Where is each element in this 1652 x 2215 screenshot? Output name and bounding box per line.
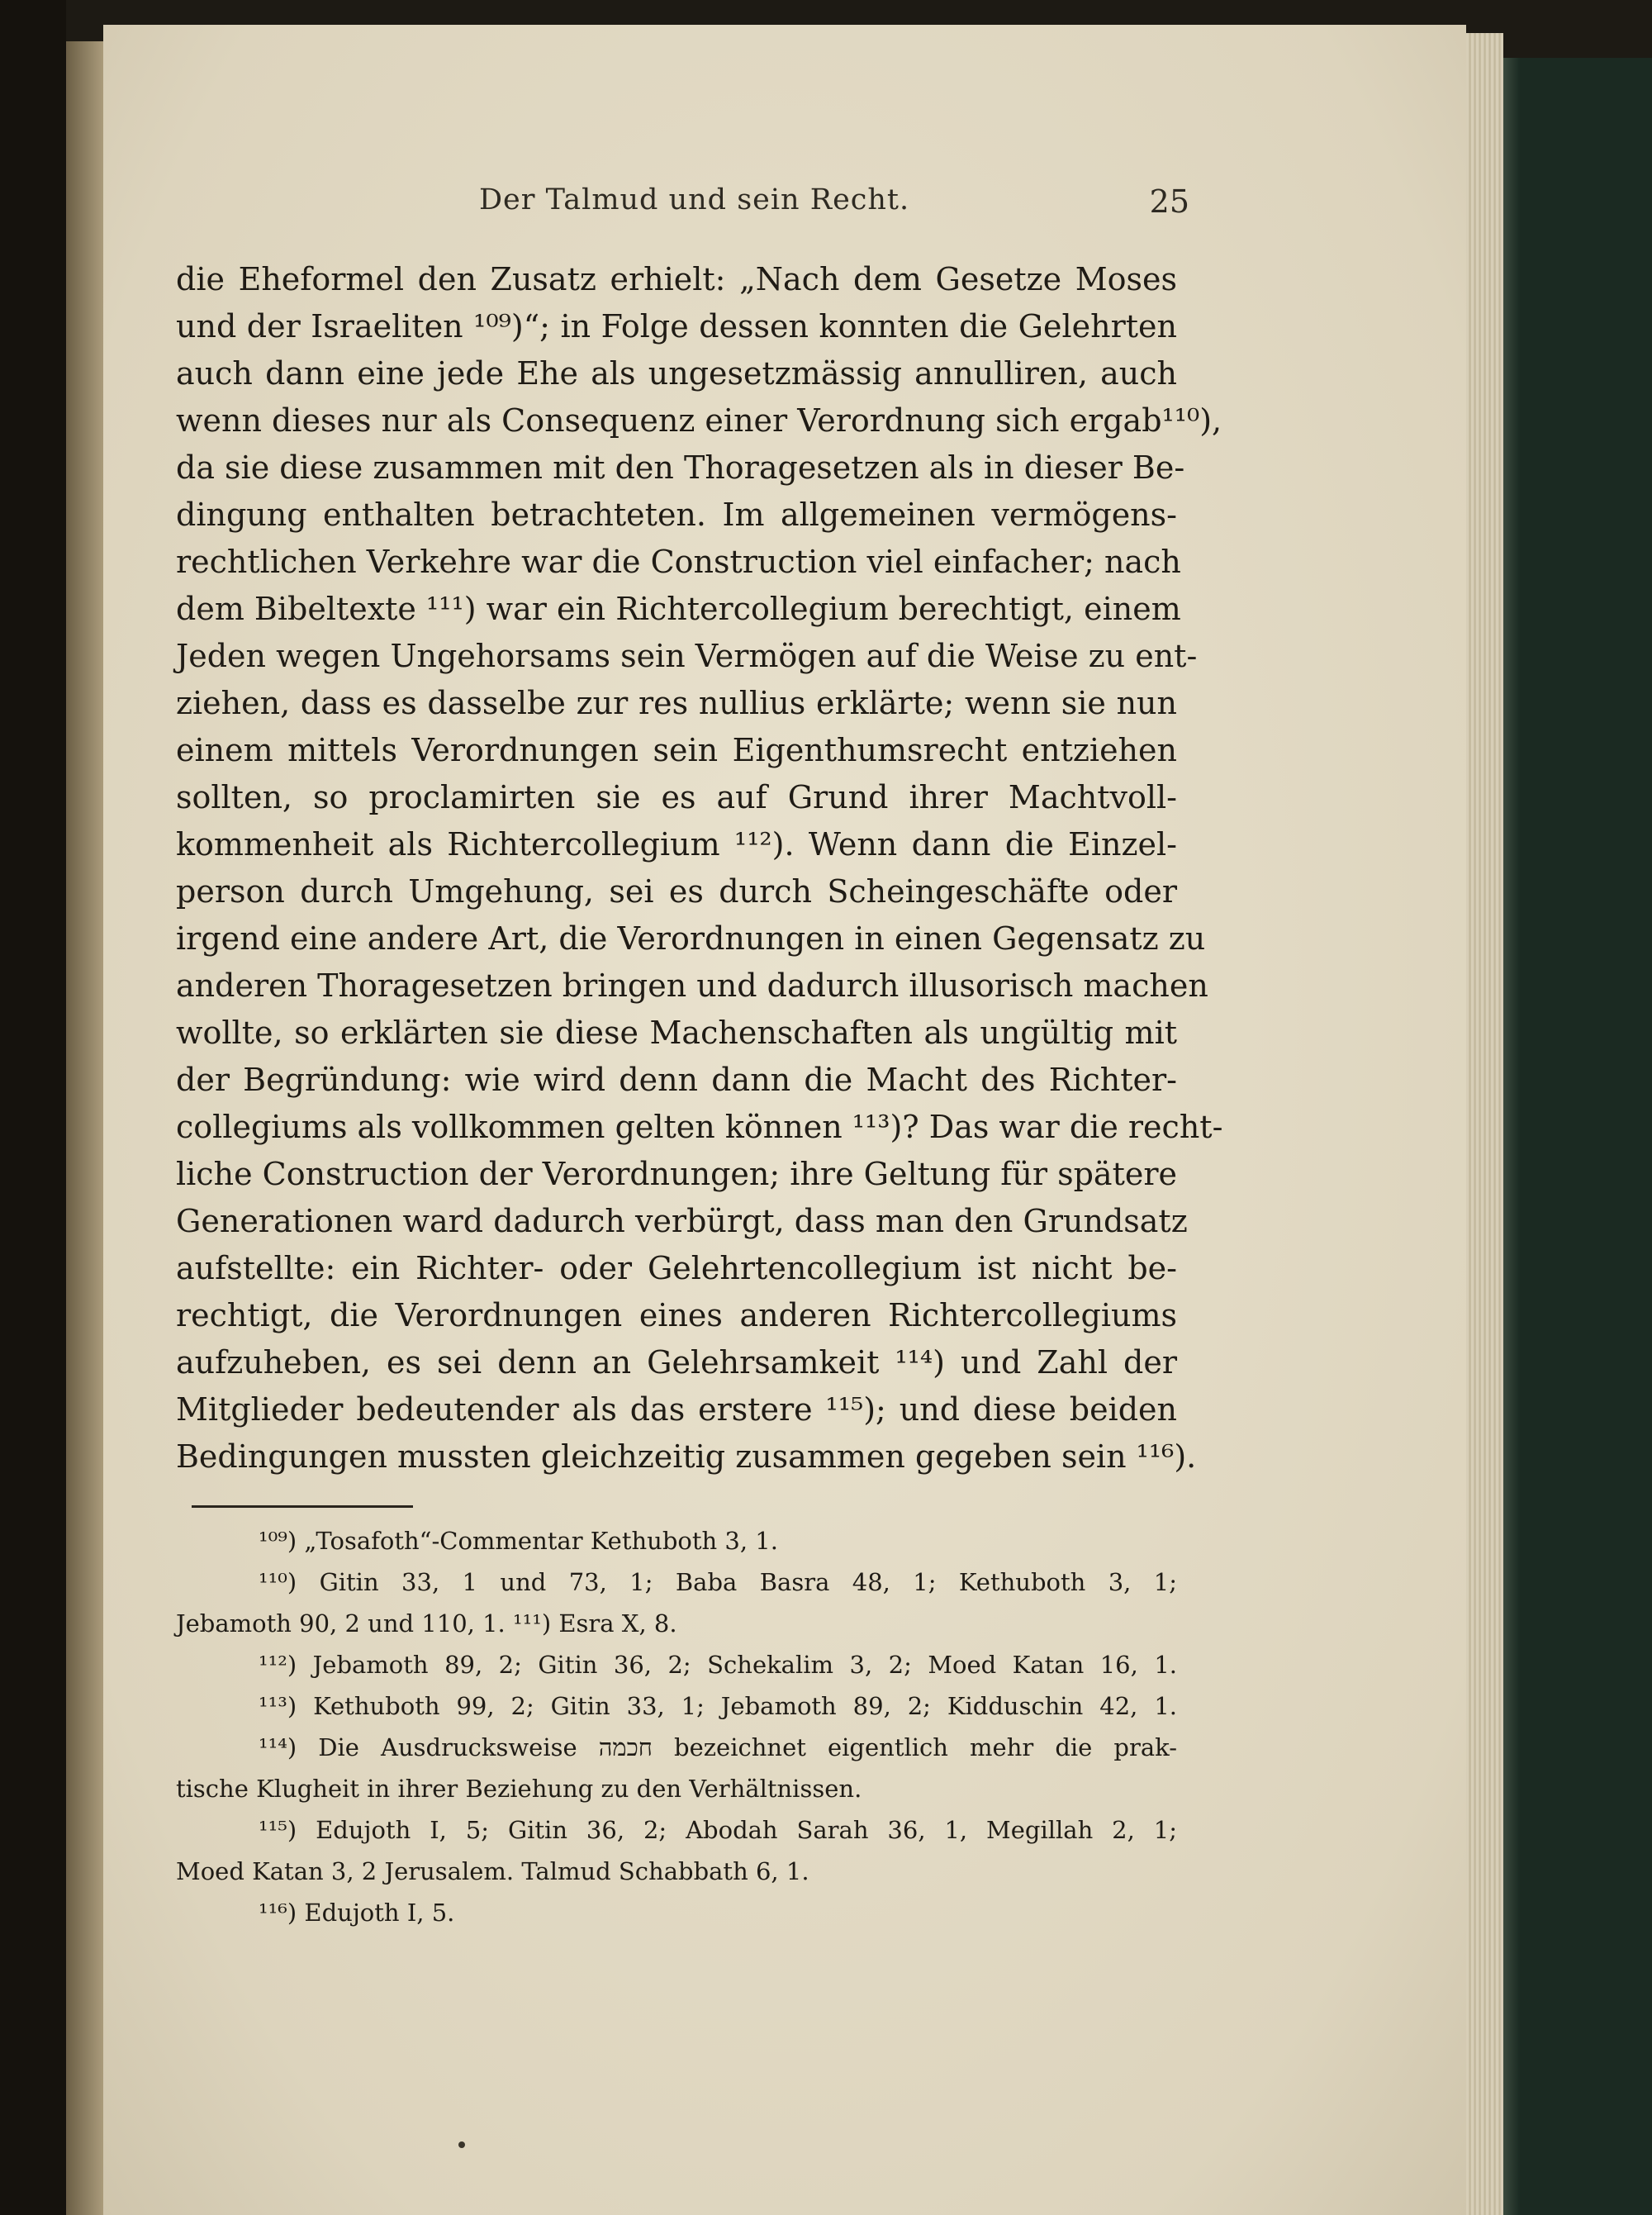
text-line: anderen Thoragesetzen bringen und dadurch illusorisch machen (176, 967, 1208, 1004)
main-text (176, 256, 1223, 1481)
footnotes (176, 1520, 1177, 1933)
footnote-line: ¹⁰⁹) „Tosafoth“-Commentar Kethuboth 3, 1. (259, 1527, 778, 1555)
running-title: Der Talmud und sein Recht. (479, 183, 910, 216)
footnote-line: ¹¹²) Jebamoth 89, 2; Gitin 36, 2; Schekalim 3, 2; Moed Katan 16, 1. (259, 1651, 1177, 1679)
text-line: sollten, so proclamirten sie es auf Grund ihrer Machtvoll- (176, 779, 1177, 815)
book-cover (1503, 58, 1652, 2215)
page-number: 25 (1149, 183, 1189, 220)
text-line: rechtlichen Verkehre war die Construction viel einfacher; nach (176, 544, 1181, 580)
text-line: rechtigt, die Verordnungen eines anderen Richtercollegiums (176, 1297, 1177, 1333)
text-line: da sie diese zusammen mit den Thoragesetzen als in dieser Be- (176, 449, 1185, 486)
text-line: dem Bibeltexte ¹¹¹) war ein Richtercollegium berechtigt, einem (176, 591, 1181, 627)
text-line: auch dann eine jede Ehe als ungesetzmässig annulliren, auch (176, 355, 1177, 392)
text-line: wollte, so erklärten sie diese Machenschaften als ungültig mit (176, 1015, 1177, 1051)
text-line: Jeden wegen Ungehorsams sein Vermögen auf die Weise zu ent- (176, 638, 1198, 674)
text-line: dingung enthalten betrachteten. Im allgemeinen vermögens- (176, 497, 1177, 533)
text-line: kommenheit als Richtercollegium ¹¹²). Wenn dann die Einzel- (176, 826, 1177, 863)
text-line: Mitglieder bedeutender als das erstere ¹¹⁵); und diese beiden (176, 1391, 1177, 1428)
footnote-line: Jebamoth 90, 2 und 110, 1. ¹¹¹) Esra X, 8. (176, 1609, 677, 1637)
footnote-line: ¹¹⁰) Gitin 33, 1 und 73, 1; Baba Basra 48, 1; Kethuboth 3, 1; (259, 1568, 1177, 1596)
page-header (479, 183, 1189, 225)
text-line: liche Construction der Verordnungen; ihre Geltung für spätere (176, 1156, 1177, 1192)
text-line: ziehen, dass es dasselbe zur res nullius erklärte; wenn sie nun (176, 685, 1177, 721)
ink-speck (458, 2141, 465, 2148)
footnote-line: ¹¹³) Kethuboth 99, 2; Gitin 33, 1; Jebamoth 89, 2; Kidduschin 42, 1. (259, 1692, 1177, 1720)
page-edges (1466, 33, 1503, 2215)
text-line: Bedingungen mussten gleichzeitig zusammen gegeben sein ¹¹⁶). (176, 1438, 1197, 1475)
text-line: irgend eine andere Art, die Verordnungen in einen Gegensatz zu (176, 920, 1206, 957)
footnote-line: ¹¹⁶) Edujoth I, 5. (259, 1899, 455, 1927)
text-line: die Eheformel den Zusatz erhielt: „Nach dem Gesetze Moses (176, 261, 1177, 297)
text-line: person durch Umgehung, sei es durch Scheingeschäfte oder (176, 873, 1177, 910)
footnote-line: ¹¹⁴) Die Ausdrucksweise חכמה bezeichnet eigentlich mehr die prak- (259, 1733, 1177, 1761)
book-cover-edge (1503, 58, 1520, 2215)
text-line: aufstellte: ein Richter- oder Gelehrtencollegium ist nicht be- (176, 1250, 1177, 1286)
text-line: collegiums als vollkommen gelten können ¹¹³)? Das war die recht- (176, 1109, 1223, 1145)
text-line: und der Israeliten ¹⁰⁹)“; in Folge dessen konnten die Gelehrten (176, 308, 1177, 345)
footnote-line: ¹¹⁵) Edujoth I, 5; Gitin 36, 2; Abodah Sarah 36, 1, Megillah 2, 1; (259, 1816, 1177, 1844)
footnote-line: Moed Katan 3, 2 Jerusalem. Talmud Schabbath 6, 1. (176, 1857, 809, 1885)
text-line: wenn dieses nur als Consequenz einer Verordnung sich ergab¹¹⁰), (176, 402, 1222, 439)
text-line: aufzuheben, es sei denn an Gelehrsamkeit ¹¹⁴) und Zahl der (176, 1344, 1177, 1381)
text-line: einem mittels Verordnungen sein Eigenthumsrecht entziehen (176, 732, 1177, 768)
text-line: der Begründung: wie wird denn dann die Macht des Richter- (176, 1062, 1177, 1098)
text-line: Generationen ward dadurch verbürgt, dass man den Grundsatz (176, 1203, 1188, 1239)
book-spine-shadow (0, 0, 66, 2215)
footnote-line: tische Klugheit in ihrer Beziehung zu den Verhältnissen. (176, 1775, 862, 1803)
footnote-separator (192, 1505, 413, 1508)
